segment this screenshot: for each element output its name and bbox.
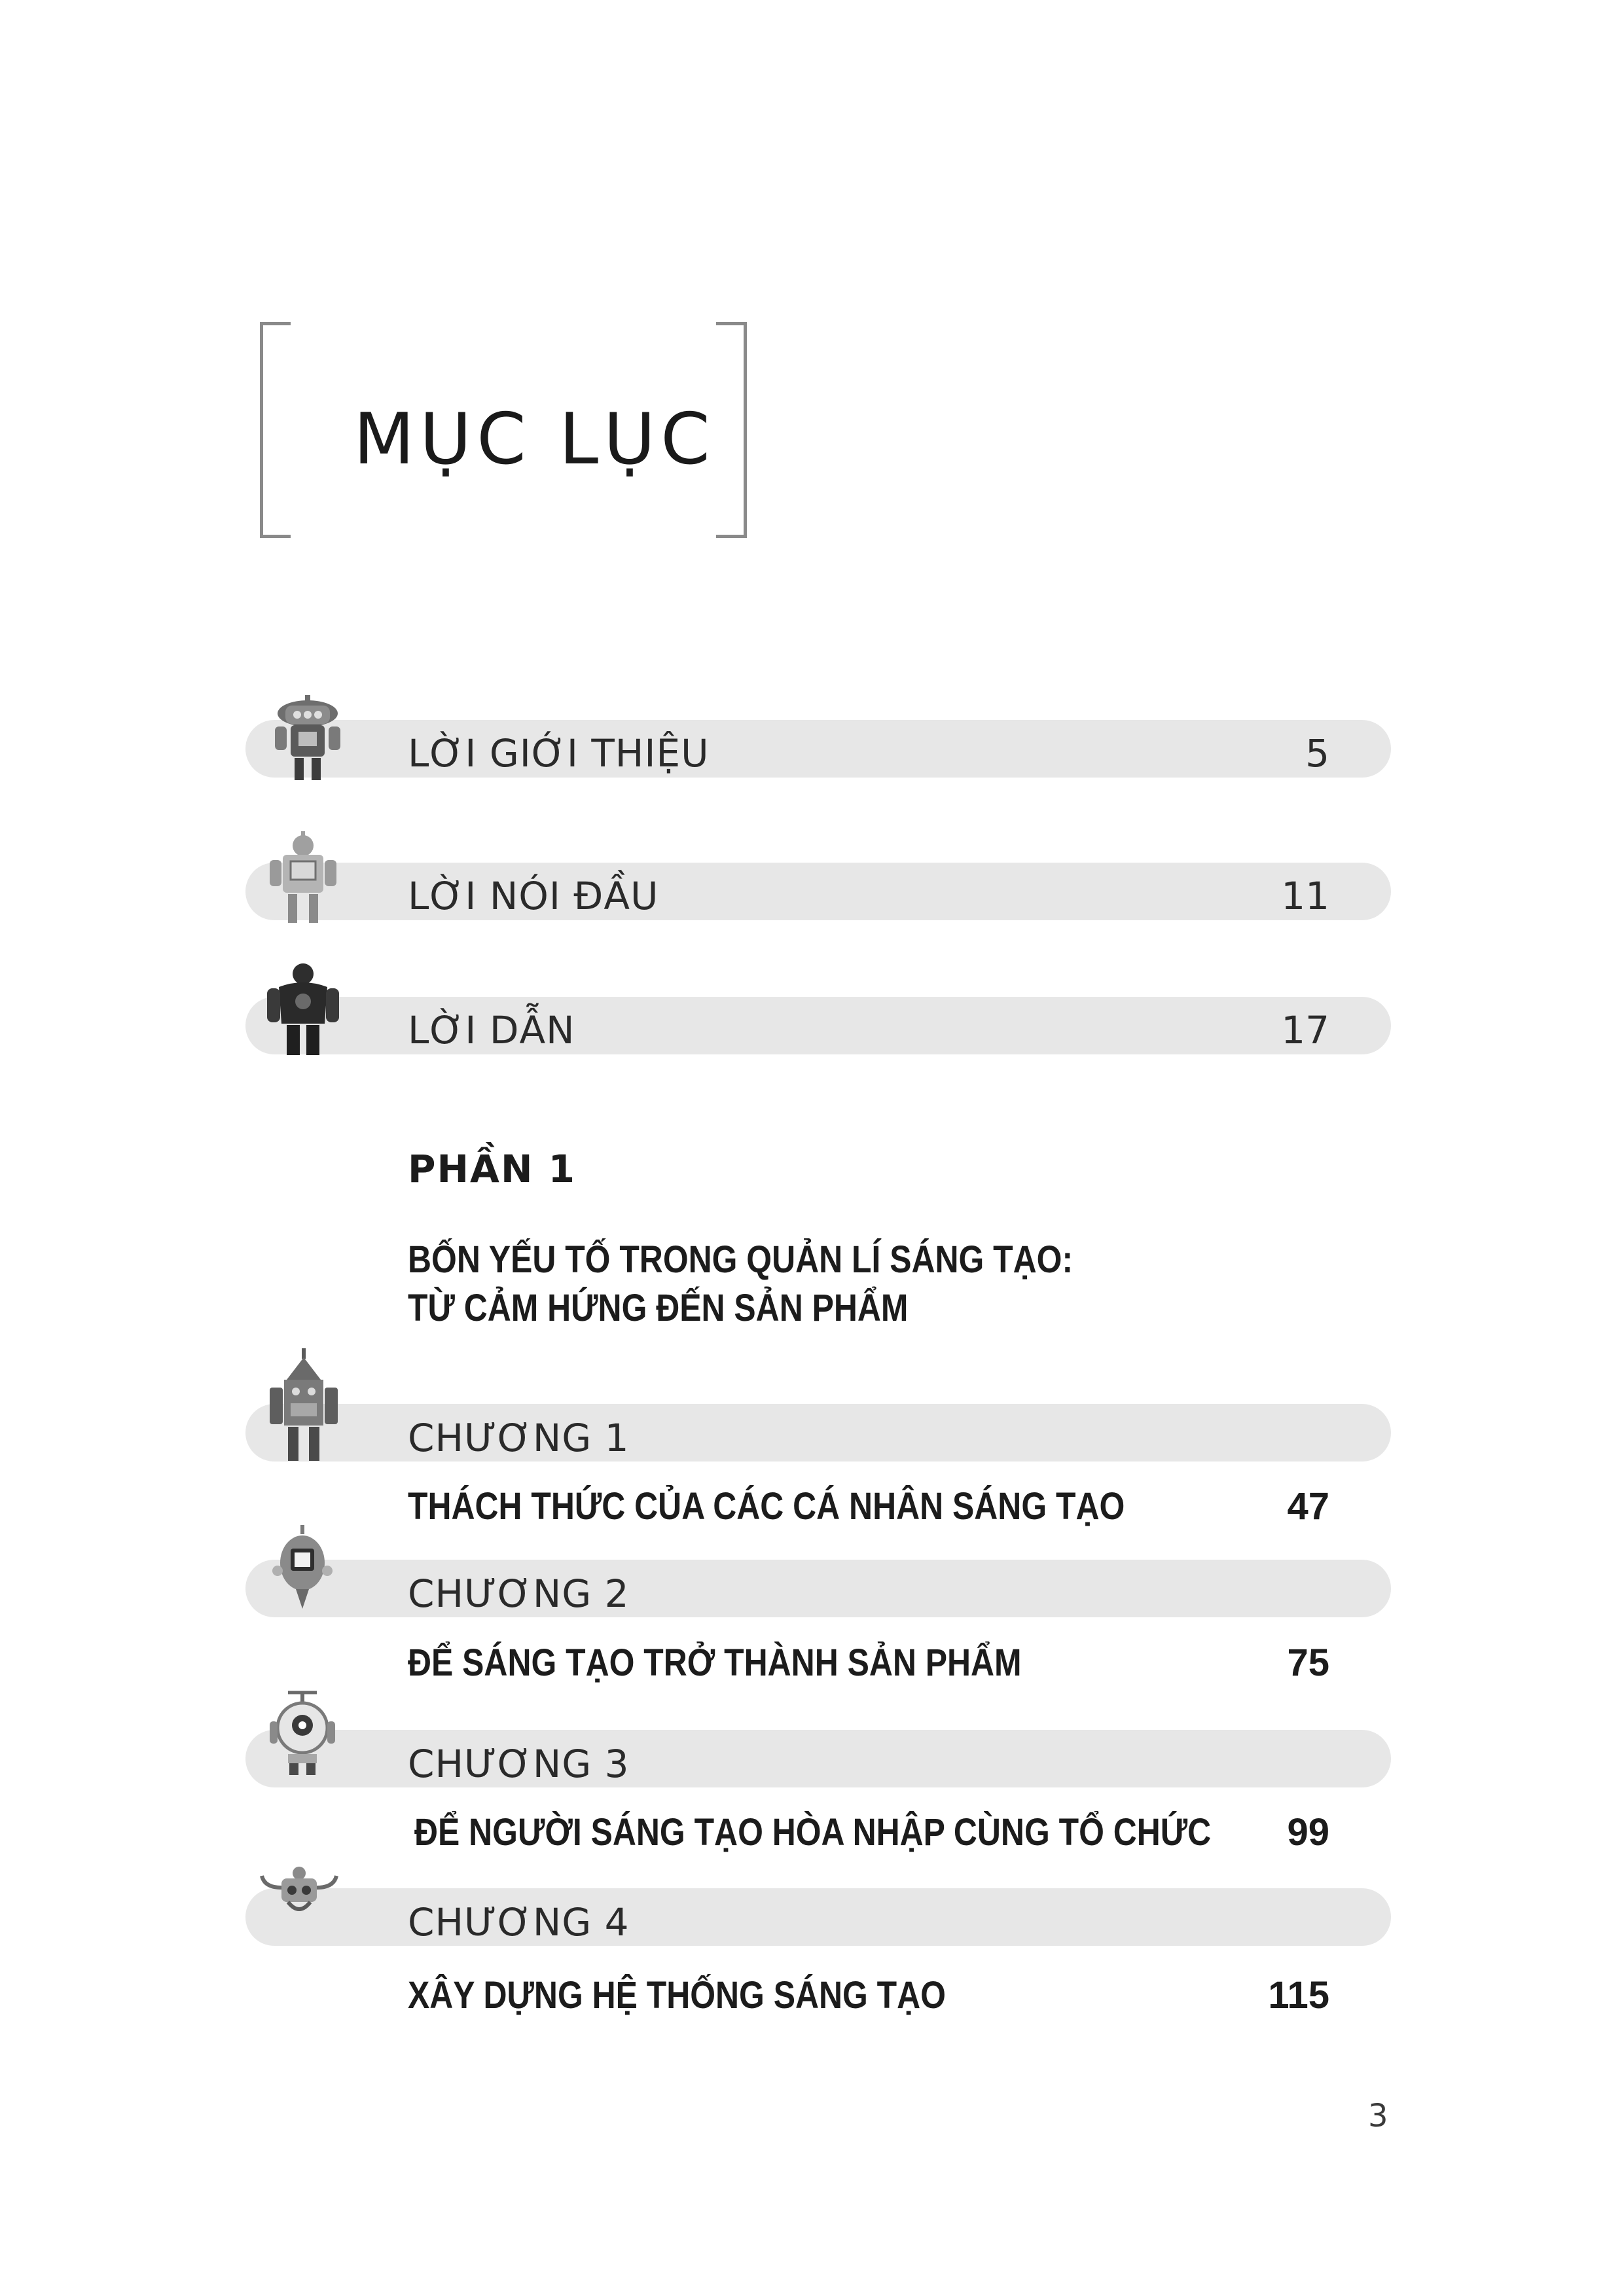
- toc-entry-label[interactable]: LỜI DẪN: [408, 1008, 575, 1052]
- chapter-label: CHƯƠNG 1: [408, 1416, 630, 1460]
- chapter-page: 115: [1268, 1974, 1329, 2017]
- part-title-line: TỪ CẢM HỨNG ĐẾN SẢN PHẨM: [408, 1287, 909, 1329]
- chapter-label: CHƯƠNG 3: [408, 1742, 630, 1786]
- title-bracket-left: [260, 322, 291, 538]
- chapter-page: 99: [1287, 1811, 1329, 1854]
- chapter-title[interactable]: THÁCH THỨC CỦA CÁC CÁ NHÂN SÁNG TẠO: [408, 1485, 1125, 1528]
- toc-entry-label[interactable]: LỜI NÓI ĐẦU: [408, 874, 659, 918]
- robot-6-icon: [268, 1689, 336, 1778]
- page-title: MỤC LỤC: [353, 399, 715, 480]
- part-label: PHẦN 1: [408, 1147, 577, 1191]
- chapter-page: 47: [1287, 1485, 1329, 1528]
- page-number: 3: [1368, 2098, 1388, 2134]
- title-bracket-right: [716, 322, 747, 538]
- toc-entry-page: 17: [1281, 1008, 1329, 1052]
- toc-entry-page: 5: [1305, 731, 1329, 776]
- robot-2-icon: [267, 831, 339, 925]
- robot-3-icon: [267, 961, 339, 1058]
- chapter-page: 75: [1287, 1641, 1329, 1684]
- toc-entry-label[interactable]: LỜI GIỚI THIỆU: [408, 731, 710, 776]
- chapter-title[interactable]: ĐỂ SÁNG TẠO TRỞ THÀNH SẢN PHẨM: [408, 1641, 1022, 1684]
- part-title: [408, 1236, 1073, 1333]
- robot-7-icon: [255, 1864, 343, 1919]
- chapter-title[interactable]: ĐỂ NGƯỜI SÁNG TẠO HÒA NHẬP CÙNG TỔ CHỨC: [414, 1811, 1212, 1854]
- chapter-label: CHƯƠNG 4: [408, 1900, 630, 1945]
- chapter-label: CHƯƠNG 2: [408, 1571, 630, 1616]
- part-title-line: BỐN YẾU TỐ TRONG QUẢN LÍ SÁNG TẠO:: [408, 1238, 1074, 1281]
- toc-entry-page: 11: [1281, 874, 1329, 918]
- chapter-title[interactable]: XÂY DỰNG HỆ THỐNG SÁNG TẠO: [408, 1974, 946, 2017]
- robot-4-icon: [267, 1348, 340, 1463]
- robot-1-icon: [267, 694, 348, 783]
- robot-5-icon: [271, 1525, 334, 1611]
